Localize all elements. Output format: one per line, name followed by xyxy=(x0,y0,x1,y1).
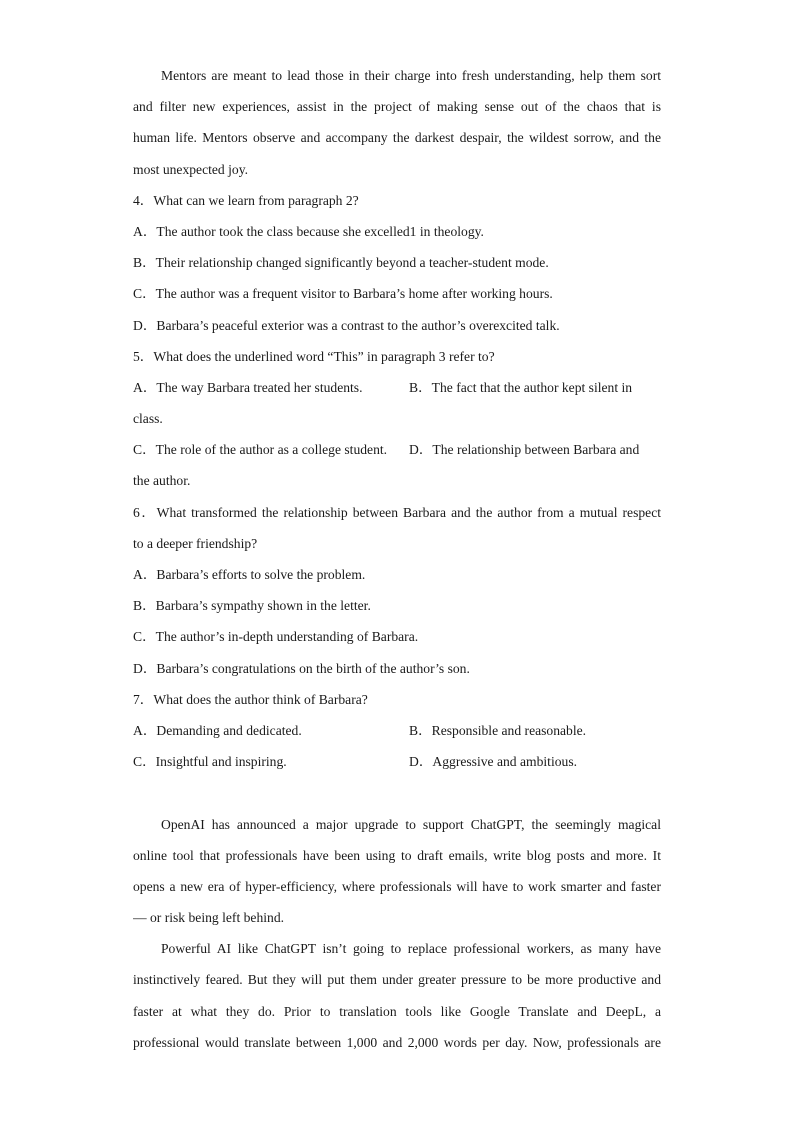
document-page xyxy=(133,60,661,1058)
question-6 xyxy=(133,497,661,684)
question-stem-continued: to a deeper friendship? xyxy=(133,535,258,551)
option-d: D．Barbara’s peaceful exterior was a contrast to the author’s overexcited talk. xyxy=(133,317,560,333)
text-line: and filter new experiences, assist in the project of making sense out of the chaos that is xyxy=(133,99,661,115)
option-b: B．Responsible and reasonable. xyxy=(409,722,587,738)
passage-paragraph xyxy=(133,809,661,934)
option-b: B．Their relationship changed significantly beyond a teacher-student mode. xyxy=(133,255,549,271)
question-4 xyxy=(133,185,661,341)
question-5 xyxy=(133,341,661,497)
option-d: D．Aggressive and ambitious. xyxy=(409,754,578,770)
section-gap xyxy=(133,777,661,808)
option-row xyxy=(133,434,661,465)
option-d: D．Barbara’s congratulations on the birth of the author’s son. xyxy=(133,660,470,676)
question-stem: 7．What does the author think of Barbara? xyxy=(133,691,368,707)
option-a: A．The way Barbara treated her students. xyxy=(133,379,363,395)
text-line: — or risk being left behind. xyxy=(133,910,285,926)
question-stem: 5．What does the underlined word “This” in paragraph 3 refer to? xyxy=(133,348,495,364)
text-line: Powerful AI like ChatGPT isn’t going to replace professional workers, as many have xyxy=(161,941,661,957)
option-a: A．The author took the class because she excelled1 in theology. xyxy=(133,223,484,239)
option-c: C．The author’s in-depth understanding of Barbara. xyxy=(133,629,419,645)
option-b-continued: class. xyxy=(133,411,163,427)
question-stem: 4．What can we learn from paragraph 2? xyxy=(133,192,359,208)
text-line: Mentors are meant to lead those in their charge into fresh understanding, help them sort xyxy=(161,68,661,83)
option-row xyxy=(133,715,661,746)
option-b: B．The fact that the author kept silent in xyxy=(409,379,633,395)
text-line: opens a new era of hyper-efficiency, where professionals will have to work smarter and faster xyxy=(133,878,661,894)
option-row xyxy=(133,372,661,403)
question-7 xyxy=(133,684,661,778)
option-b: B．Barbara’s sympathy shown in the letter. xyxy=(133,598,371,614)
option-d-continued: the author. xyxy=(133,473,191,489)
text-line: faster at what they do. Prior to translation tools like Google Translate and DeepL, a xyxy=(133,1003,661,1019)
option-row xyxy=(133,746,661,777)
question-stem: 6．What transformed the relationship between Barbara and the author from a mutual respect xyxy=(133,504,661,520)
option-c: C．The role of the author as a college student. xyxy=(133,442,388,458)
option-c: C．The author was a frequent visitor to Barbara’s home after working hours. xyxy=(133,286,553,302)
text-line: OpenAI has announced a major upgrade to support ChatGPT, the seemingly magical xyxy=(161,816,661,832)
text-line: professional would translate between 1,000 and 2,000 words per day. Now, professionals are xyxy=(133,1034,661,1050)
option-d: D．The relationship between Barbara and xyxy=(409,442,640,458)
passage-paragraph xyxy=(133,933,661,1058)
option-a: A．Barbara’s efforts to solve the problem. xyxy=(133,567,366,582)
option-a: A．Demanding and dedicated. xyxy=(133,722,302,738)
text-line: most unexpected joy. xyxy=(133,161,249,177)
passage-paragraph xyxy=(133,60,661,185)
option-c: C．Insightful and inspiring. xyxy=(133,754,287,770)
text-line: online tool that professionals have been using to draft emails, write blog posts and more. It xyxy=(133,847,661,863)
text-line: human life. Mentors observe and accompany the darkest despair, the wildest sorrow, and the xyxy=(133,130,661,146)
text-line: instinctively feared. But they will put them under greater pressure to be more productive and xyxy=(133,972,661,988)
